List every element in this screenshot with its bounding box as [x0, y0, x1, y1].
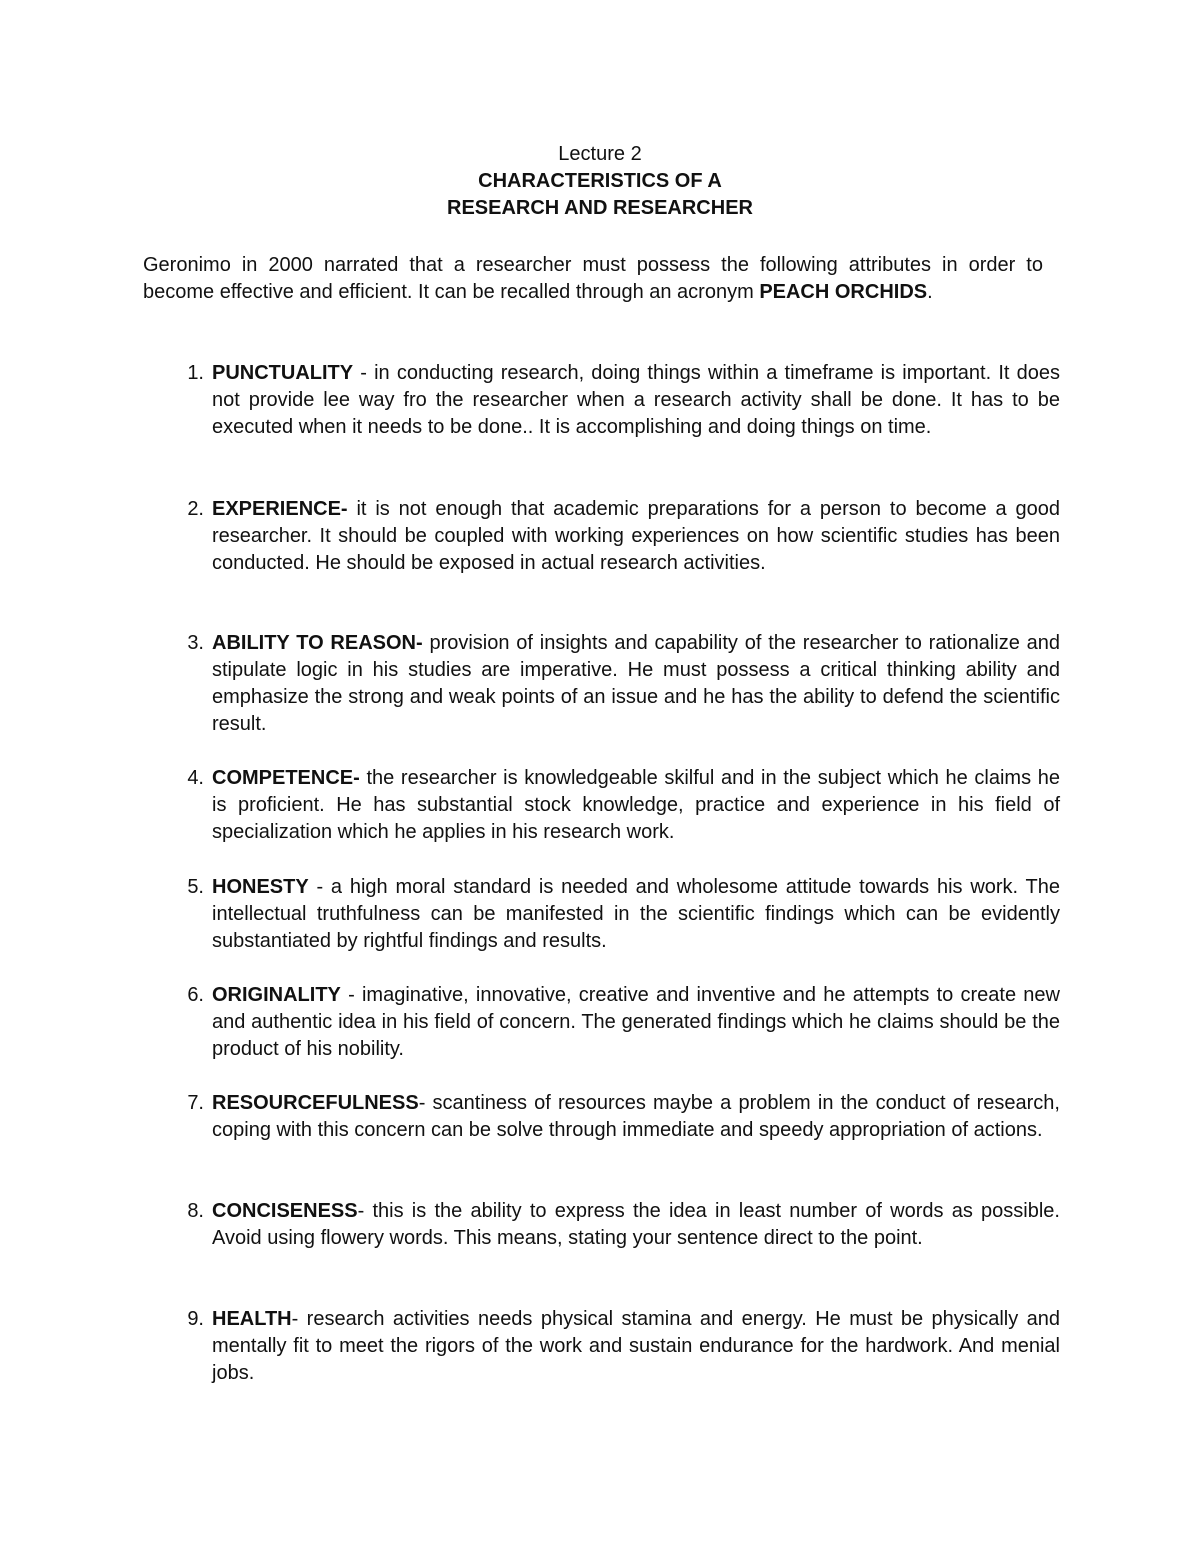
item-term: CONCISENESS [212, 1200, 358, 1222]
item-number: 5. [187, 876, 204, 898]
intro-end: . [927, 281, 933, 303]
item-text: - research activities needs physical stamina and energy. He must be physically and mentally fit to meet the rigors of the work and sustain endurance for the hardwork. And menial jobs. [212, 1308, 1060, 1384]
item-text: - scantiness of resources maybe a problem in the conduct of research, coping with this concern can be solve through immediate and speedy appropriation of actions. [212, 1092, 1060, 1141]
lecture-number: Lecture 2 [558, 143, 642, 165]
list-item [187, 765, 1060, 846]
item-text: - in conducting research, doing things within a timeframe is important. It does not provide lee way fro the researcher when a research activity shall be done. It has to be executed when it needs to be done.. It is accomplishing and doing things on time. [212, 362, 1060, 438]
item-number: 6. [187, 984, 204, 1006]
item-number: 9. [187, 1308, 204, 1330]
item-number: 8. [187, 1200, 204, 1222]
item-number: 4. [187, 767, 204, 789]
item-term: ABILITY TO REASON- [212, 632, 423, 654]
item-number: 3. [187, 632, 204, 654]
intro-text: Geronimo in 2000 narrated that a researcher must possess the following attributes in order to become effective and efficient. It can be recalled through an acronym [143, 254, 1043, 303]
title-line-2: RESEARCH AND RESEARCHER [447, 197, 753, 219]
item-text: - a high moral standard is needed and wholesome attitude towards his work. The intellectual truthfulness can be manifested in the scientific findings which can be evidently substantiated by rightful findings and results. [212, 876, 1060, 952]
item-term: PUNCTUALITY [212, 362, 354, 384]
item-text: it is not enough that academic preparations for a person to become a good researcher. It should be coupled with working experiences on how scientific studies has been conducted. He should be exposed in actual research activities. [212, 498, 1060, 574]
item-term: COMPETENCE- [212, 767, 360, 789]
item-text: the researcher is knowledgeable skilful and in the subject which he claims he is proficient. He has substantial stock knowledge, practice and experience in his field of specialization which he applies in his research work. [212, 767, 1060, 843]
list-item [187, 496, 1060, 577]
item-number: 1. [187, 362, 204, 384]
item-text: - this is the ability to express the idea in least number of words as possible. Avoid using flowery words. This means, stating your sentence direct to the point. [212, 1200, 1060, 1249]
item-term: HEALTH [212, 1308, 292, 1330]
list-item [187, 1198, 1060, 1252]
item-term: RESOURCEFULNESS [212, 1092, 419, 1114]
item-number: 2. [187, 498, 204, 520]
item-term: HONESTY [212, 876, 309, 898]
acronym: PEACH ORCHIDS [759, 281, 928, 303]
item-term: EXPERIENCE- [212, 498, 348, 520]
list-item [187, 874, 1060, 955]
item-term: ORIGINALITY [212, 984, 341, 1006]
list-item [187, 630, 1060, 738]
list-item [187, 1090, 1060, 1144]
item-number: 7. [187, 1092, 204, 1114]
title-line-1: CHARACTERISTICS OF A [478, 170, 722, 192]
item-text: provision of insights and capability of the researcher to rationalize and stipulate logic in his studies are imperative. He must possess a critical thinking ability and emphasize the strong and weak points of an issue and he has the ability to defend the scientific result. [212, 632, 1060, 735]
item-text: - imaginative, innovative, creative and inventive and he attempts to create new and authentic idea in his field of concern. The generated findings which he claims should be the product of his nobility. [212, 984, 1060, 1060]
list-item [187, 1306, 1060, 1387]
list-item [187, 360, 1060, 441]
list-item [187, 982, 1060, 1063]
